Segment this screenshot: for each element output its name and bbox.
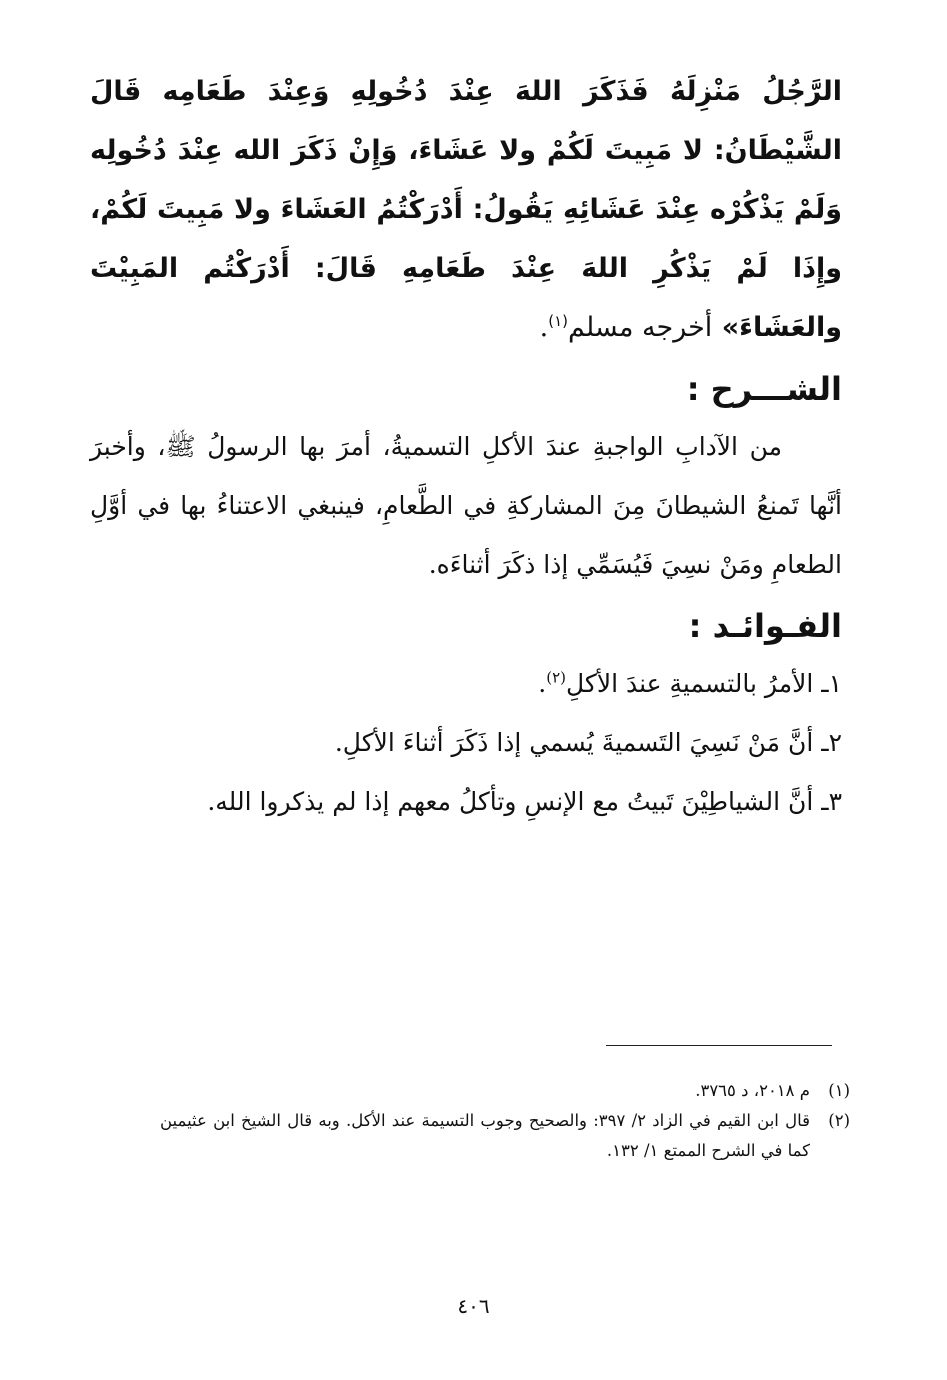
fawaid-item-2: ٢ـ أنَّ مَنْ نَسِيَ التَسميةَ يُسمي إذا ذَكَرَ أثناءَ الأكلِ. (334, 728, 842, 757)
footnote-marker-1[interactable]: (١) (548, 312, 569, 330)
hadith-text (90, 62, 842, 357)
footnote-divider (606, 1045, 832, 1046)
footnote-marker-2[interactable]: (٢) (546, 668, 566, 687)
footnote-2 (160, 1106, 850, 1166)
footnote-2-number: (٢) (828, 1111, 850, 1130)
fawaid-item-1 (90, 654, 842, 713)
sharh-text: من الآدابِ الواجبةِ عندَ الأكلِ التسميةُ، أمرَ بها الرسولُ ﷺ، وأخبرَ أنَّها تَمنعُ الشيطانَ مِنَ المشاركةِ في الطَّعامِ، فينبغي الاعتناءُ بها في أوَّلِ الطعامِ ومَنْ نسِيَ فَيُسَمِّي إذا ذكَرَ أثناءَه. (90, 432, 842, 579)
fawaid-item-3: ٣ـ أنَّ الشياطِيْنَ تَبيتُ مع الإنسِ وتأكلُ معهم إذا لم يذكروا الله. (207, 787, 842, 816)
footnotes (160, 1076, 850, 1166)
fawaid-item-1-period: . (538, 669, 547, 698)
hadith-period: . (539, 312, 549, 343)
sharh-heading: الشـــرح : (686, 370, 842, 408)
page-number: ٤٠٦ (457, 1294, 490, 1318)
fawaid-item-1-text: ١ـ الأمرُ بالتسميةِ عندَ الأكلِ (566, 669, 842, 698)
footnote-1-text: م ٢٠١٨، د ٣٧٦٥. (695, 1081, 810, 1100)
footnote-2-text: قال ابن القيم في الزاد ٢/ ٣٩٧: والصحيح وجوب التسيمة عند الأكل. وبه قال الشيخ ابن عثيمين كما في الشرح الممتع ١/ ١٣٢. (160, 1111, 810, 1160)
hadith-body: الرَّجُلُ مَنْزِلَهُ فَذَكَرَ اللهَ عِنْدَ دُخُولِهِ وَعِنْدَ طَعَامِه قَالَ الشَّيْطَانُ: لا مَبِيتَ لَكُمْ ولا عَشَاءَ، وَإِنْ ذَكَرَ الله عِنْدَ دُخُولِه وَلَمْ يَذْكُرْه عِنْدَ عَشَائِهِ يَقُولُ: أَدْرَكْتُمُ العَشَاءَ ولا مَبِيتَ لَكُمْ، وإِذَا لَمْ يَذْكُرِ اللهَ عِنْدَ طَعَامِهِ قَالَ: أَدْرَكْتُم المَبِيْتَ والعَشَاءَ» (90, 76, 842, 343)
hadith-reference: أخرجه مسلم (568, 312, 713, 343)
footnote-1-number: (١) (828, 1081, 850, 1100)
fawaid-heading: الفـوائـد : (688, 607, 842, 645)
page-body (90, 62, 842, 831)
footnote-1 (160, 1076, 850, 1106)
fawaid-list (90, 654, 842, 831)
